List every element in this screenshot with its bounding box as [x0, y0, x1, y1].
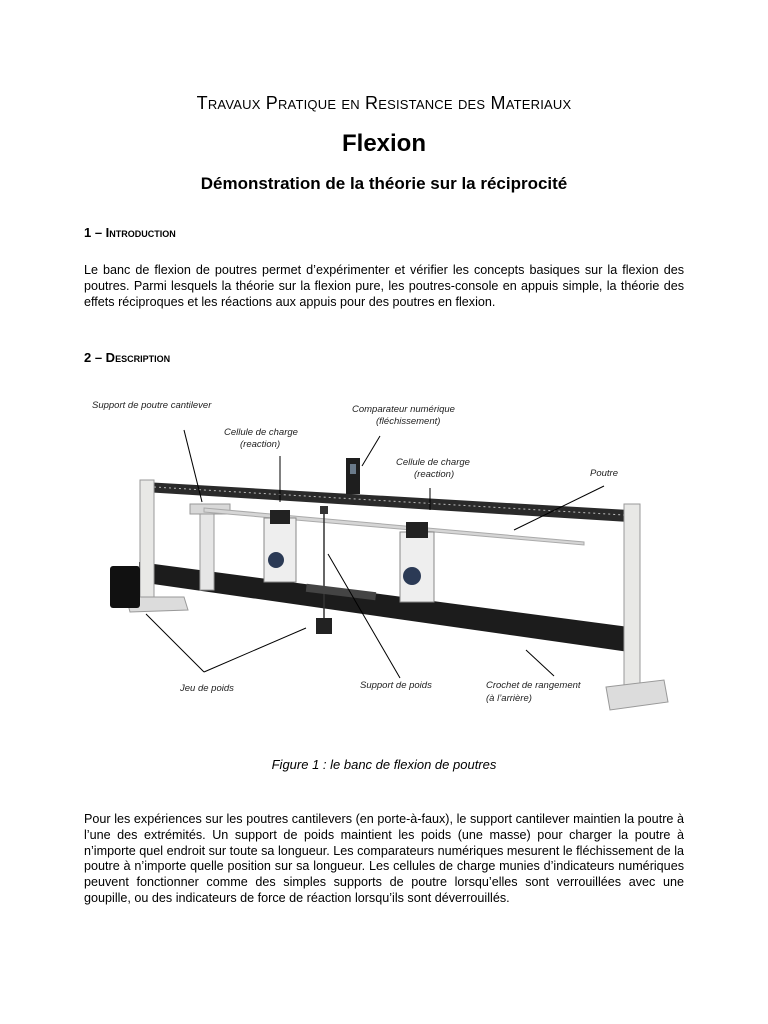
label-gauge-line2: (fléchissement)	[376, 416, 441, 427]
cantilever-support	[200, 510, 214, 590]
digital-gauge	[346, 458, 360, 494]
left-frame	[140, 480, 154, 598]
beam-bench-illustration	[84, 392, 684, 732]
label-gauge-line1: Comparateur numérique	[352, 404, 455, 415]
page-subtitle: Démonstration de la théorie sur la réciprocité	[200, 174, 568, 193]
figure-caption: Figure 1 : le banc de flexion de poutres	[271, 757, 497, 772]
figure-beam-bench	[84, 392, 684, 732]
label-load-cell-1-line1: Cellule de charge	[224, 427, 298, 438]
label-storage-hook-line2: (à l’arrière)	[486, 693, 532, 704]
label-storage-hook-line1: Crochet de rangement	[486, 680, 581, 691]
section-heading-description: 2 – Description	[84, 350, 171, 365]
description-paragraph: Pour les expériences sur les poutres cantilevers (en porte-à-faux), le support cantilever maintien la poutre à l’une des extrémités. Un support de poids maintient les poids (une masse) pour charger la poutre à n’importe quel endroit sur toute sa longueur. Les comparateurs numériques mesurent le fléchissement de la poutre à n’importe quelle position sur sa longueur. Les cellules de charge munies d’indicateurs numériques peuvent fonctionner comme des simples supports de poutre lorsqu’elles sont verrouillées avec une goupille, ou des indicateurs de force de réaction lorsqu’ils sont déverrouillés.	[84, 812, 684, 905]
label-weight-hanger: Support de poids	[360, 680, 432, 691]
label-load-cell-1-line2: (reaction)	[240, 439, 281, 450]
label-weight-set: Jeu de poids	[180, 683, 234, 694]
right-frame	[624, 504, 640, 694]
weight-set	[110, 566, 140, 608]
label-beam: Poutre	[590, 468, 618, 479]
scale-rail	[144, 482, 629, 522]
load-cell-2	[400, 532, 434, 602]
label-load-cell-2-line1: Cellule de charge	[396, 457, 470, 468]
label-load-cell-2-line2: (reaction)	[414, 469, 455, 480]
introduction-paragraph: Le banc de flexion de poutres permet d’expérimenter et vérifier les concepts basiques sur la flexion des poutres. Parmi lesquels la théorie sur la flexion pure, les poutres-console en appuis simple, la théorie des effets réciproques et les réactions aux appuis pour des poutres en flexion.	[84, 263, 684, 309]
page-title: Flexion	[341, 130, 426, 157]
course-title: Travaux Pratique en Resistance des Materiaux	[196, 93, 572, 113]
section-heading-introduction: 1 – Introduction	[84, 225, 176, 240]
label-support-cantilever: Support de poutre cantilever	[92, 400, 212, 411]
load-cell-1	[264, 518, 296, 582]
